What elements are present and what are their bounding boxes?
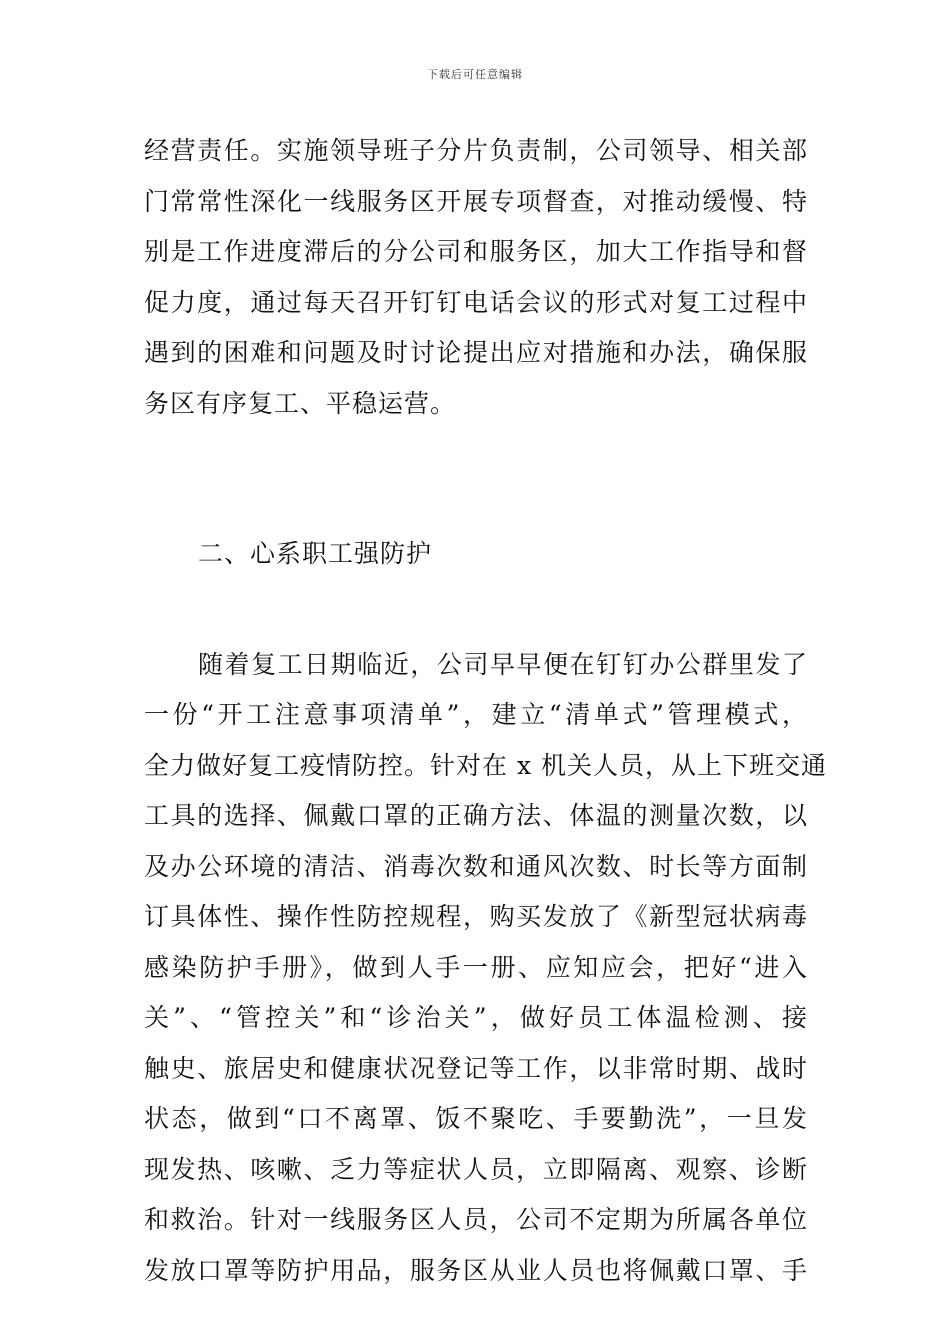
paragraph-line: 和救治。针对一线服务区人员，公司不定期为所属各单位 bbox=[144, 1205, 808, 1234]
paragraph-line: 现发热、咳嗽、乏力等症状人员，立即隔离、观察、诊断 bbox=[144, 1154, 808, 1184]
paragraph-line: 感染防护手册》，做到人手一册、应知应会，把好“进入 bbox=[144, 952, 808, 982]
paragraph-continued bbox=[144, 126, 808, 429]
paragraph-line: 发放口罩等防护用品，服务区从业人员也将佩戴口罩、手 bbox=[144, 1255, 808, 1285]
paragraph-line: 遇到的困难和问题及时讨论提出应对措施和办法，确保服 bbox=[144, 338, 808, 367]
paragraph-line: 经营责任。实施领导班子分片负责制，公司领导、相关部 bbox=[144, 136, 808, 165]
paragraph-line: 促力度，通过每天召开钉钉电话会议的形式对复工过程中 bbox=[144, 287, 808, 317]
paragraph-line: 订具体性、操作性防控规程，购买发放了《新型冠状病毒 bbox=[144, 902, 808, 931]
section-heading: 二、心系职工强防护 bbox=[198, 539, 433, 568]
paragraph-line: 状态，做到“口不离罩、饭不聚吃、手要勤洗”，一旦发 bbox=[144, 1104, 808, 1133]
page-header: 下载后可任意编辑 bbox=[427, 68, 523, 81]
paragraph-line: 一份“开工注意事项清单”，建立“清单式”管理模式， bbox=[144, 700, 808, 729]
paragraph-line: 门常常性深化一线服务区开展专项督查，对推动缓慢、特 bbox=[144, 186, 808, 216]
heading-spacer bbox=[144, 580, 808, 640]
paragraph-line: 及办公环境的清洁、消毒次数和通风次数、时长等方面制 bbox=[144, 851, 808, 881]
paragraph-protection bbox=[144, 640, 827, 1297]
paragraph-line: 触史、旅居史和健康状况登记等工作，以非常时期、战时 bbox=[144, 1053, 808, 1083]
paragraph-line: 别是工作进度滞后的分公司和服务区，加大工作指导和督 bbox=[144, 237, 808, 266]
paragraph-line: 务区有序复工、平稳运营。 bbox=[144, 388, 457, 418]
paragraph-line: 全力做好复工疫情防控。针对在 x 机关人员，从上下班交通 bbox=[144, 750, 827, 780]
paragraph-line: 随着复工日期临近，公司早早便在钉钉办公群里发了 bbox=[198, 649, 808, 679]
document-body bbox=[144, 126, 827, 1296]
paragraph-line: 工具的选择、佩戴口罩的正确方法、体温的测量次数，以 bbox=[144, 801, 808, 830]
paragraph-spacer bbox=[144, 429, 808, 529]
paragraph-line: 关”、“管控关”和“诊治关”，做好员工体温检测、接 bbox=[144, 1003, 808, 1032]
